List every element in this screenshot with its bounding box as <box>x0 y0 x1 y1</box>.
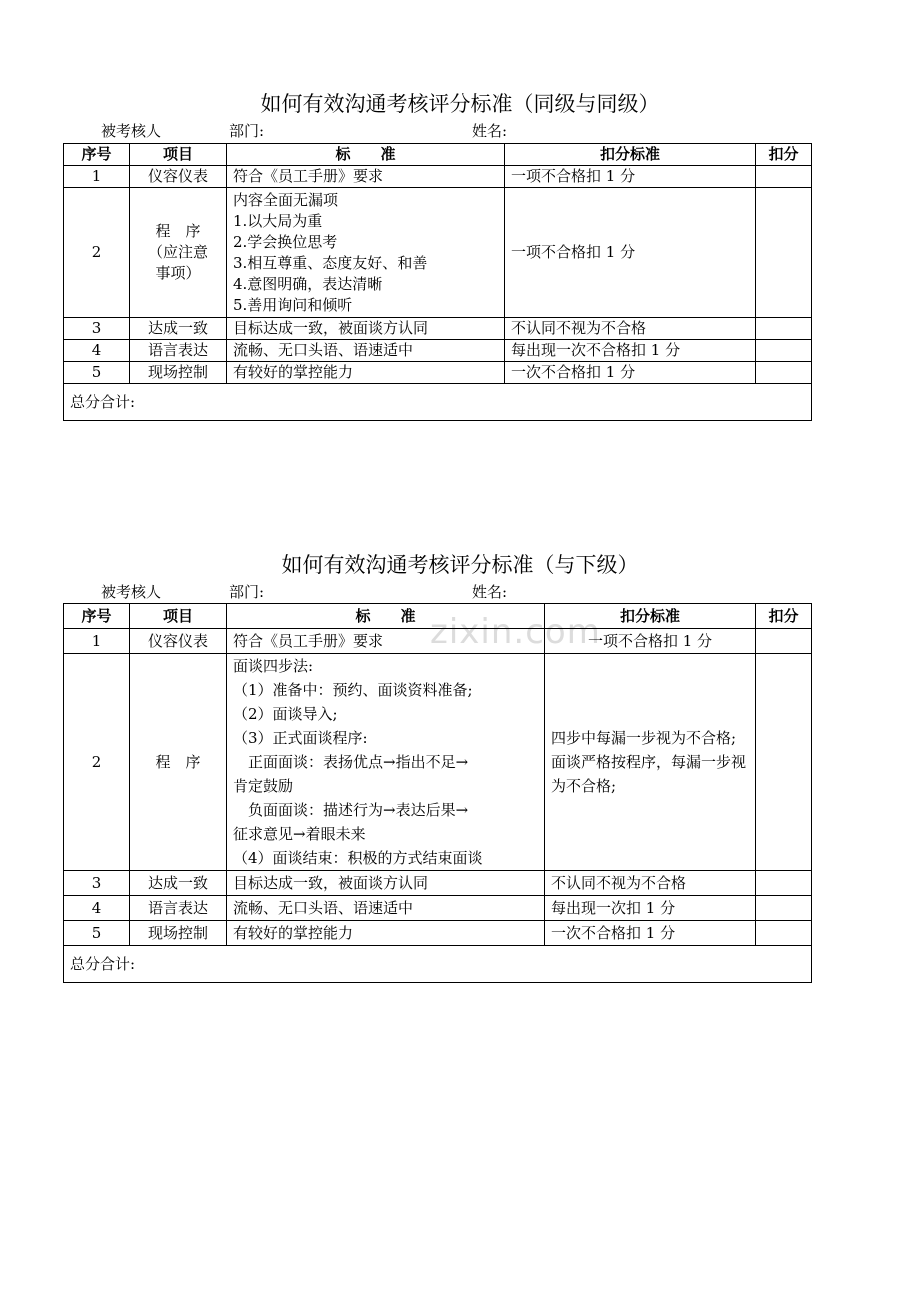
form1-assessee-label: 被考核人 <box>101 122 162 140</box>
row-seq: 1 <box>64 629 130 654</box>
header-item: 项目 <box>130 604 227 629</box>
row-deduction-rule: 每出现一次扣 1 分 <box>545 896 756 921</box>
row-item: 仪容仪表 <box>130 629 227 654</box>
row-deduction-cell[interactable] <box>756 654 812 871</box>
row-item: 仪容仪表 <box>130 166 227 188</box>
row-deduction-cell[interactable] <box>756 188 812 318</box>
table-row <box>64 921 812 946</box>
header-deduction-rule: 扣分标准 <box>545 604 756 629</box>
table-row <box>64 340 812 362</box>
total-row <box>64 946 812 983</box>
row-item: 达成一致 <box>130 871 227 896</box>
row-standard: 符合《员工手册》要求 <box>227 166 505 188</box>
row-standard: 目标达成一致，被面谈方认同 <box>227 318 505 340</box>
table-row <box>64 318 812 340</box>
form1-table <box>63 143 812 421</box>
row-seq: 3 <box>64 318 130 340</box>
row-seq: 1 <box>64 166 130 188</box>
table-row <box>64 166 812 188</box>
row-deduction-rule: 一次不合格扣 1 分 <box>545 921 756 946</box>
form1-header-row <box>64 144 812 166</box>
row-seq: 5 <box>64 362 130 384</box>
table-row <box>64 188 812 318</box>
form1-title: 如何有效沟通考核评分标准（同级与同级） <box>260 92 660 116</box>
row-deduction-cell[interactable] <box>756 362 812 384</box>
header-deduction-rule: 扣分标准 <box>505 144 756 166</box>
row-item: 现场控制 <box>130 362 227 384</box>
form1-name-label: 姓名: <box>472 122 508 140</box>
row-deduction-rule: 一项不合格扣 1 分 <box>505 166 756 188</box>
row-deduction-cell[interactable] <box>756 871 812 896</box>
header-deduction: 扣分 <box>756 604 812 629</box>
row-standard: 有较好的掌控能力 <box>227 921 545 946</box>
row-deduction-rule: 不认同不视为不合格 <box>505 318 756 340</box>
row-standard: 内容全面无漏项 1.以大局为重 2.学会换位思考 3.相互尊重、态度友好、和善 4.意图明确，表达清晰 5.善用询问和倾听 <box>227 188 505 318</box>
form2-table <box>63 603 812 983</box>
header-deduction: 扣分 <box>756 144 812 166</box>
form2-header-row <box>64 604 812 629</box>
row-seq: 4 <box>64 340 130 362</box>
form2-department-label: 部门: <box>229 583 265 601</box>
header-standard: 标 准 <box>227 144 505 166</box>
row-deduction-rule: 不认同不视为不合格 <box>545 871 756 896</box>
row-deduction-cell[interactable] <box>756 318 812 340</box>
row-deduction-rule: 一项不合格扣 1 分 <box>545 629 756 654</box>
total-label: 总分合计: <box>64 384 812 421</box>
row-item: 程 序 （应注意 事项） <box>130 188 227 318</box>
row-seq: 2 <box>64 188 130 318</box>
row-standard: 流畅、无口头语、语速适中 <box>227 340 505 362</box>
form2-title: 如何有效沟通考核评分标准（与下级） <box>281 553 639 577</box>
form2-assessee-label: 被考核人 <box>101 583 162 601</box>
row-deduction-cell[interactable] <box>756 896 812 921</box>
table-row <box>64 629 812 654</box>
table-row <box>64 871 812 896</box>
row-standard: 目标达成一致，被面谈方认同 <box>227 871 545 896</box>
row-deduction-rule: 每出现一次不合格扣 1 分 <box>505 340 756 362</box>
watermark: zixin.com <box>430 612 601 652</box>
row-deduction-rule: 一次不合格扣 1 分 <box>505 362 756 384</box>
row-seq: 4 <box>64 896 130 921</box>
row-standard: 面谈四步法: （1）准备中：预约、面谈资料准备; （2）面谈导入; （3）正式面谈程序: 正面面谈：表扬优点→指出不足→ 肯定鼓励 负面面谈：描述行为→表达后果→ 征求意见→着眼未来 （4）面谈结束：积极的方式结束面谈 <box>227 654 545 871</box>
row-deduction-cell[interactable] <box>756 921 812 946</box>
row-deduction-rule: 四步中每漏一步视为不合格; 面谈严格按程序，每漏一步视为不合格; <box>545 654 756 871</box>
table-row <box>64 896 812 921</box>
row-seq: 3 <box>64 871 130 896</box>
row-item: 现场控制 <box>130 921 227 946</box>
header-seq: 序号 <box>64 144 130 166</box>
row-seq: 5 <box>64 921 130 946</box>
form2-name-label: 姓名: <box>472 583 508 601</box>
form1-department-label: 部门: <box>229 122 265 140</box>
header-item: 项目 <box>130 144 227 166</box>
table-row <box>64 362 812 384</box>
row-standard: 符合《员工手册》要求 <box>227 629 545 654</box>
row-standard: 流畅、无口头语、语速适中 <box>227 896 545 921</box>
total-label: 总分合计: <box>64 946 812 983</box>
row-standard: 有较好的掌控能力 <box>227 362 505 384</box>
row-item: 语言表达 <box>130 340 227 362</box>
row-item: 达成一致 <box>130 318 227 340</box>
total-row <box>64 384 812 421</box>
row-seq: 2 <box>64 654 130 871</box>
row-deduction-cell[interactable] <box>756 340 812 362</box>
header-seq: 序号 <box>64 604 130 629</box>
row-deduction-rule: 一项不合格扣 1 分 <box>505 188 756 318</box>
row-deduction-cell[interactable] <box>756 166 812 188</box>
row-item: 程 序 <box>130 654 227 871</box>
row-deduction-cell[interactable] <box>756 629 812 654</box>
header-standard: 标 准 <box>227 604 545 629</box>
table-row <box>64 654 812 871</box>
row-item: 语言表达 <box>130 896 227 921</box>
